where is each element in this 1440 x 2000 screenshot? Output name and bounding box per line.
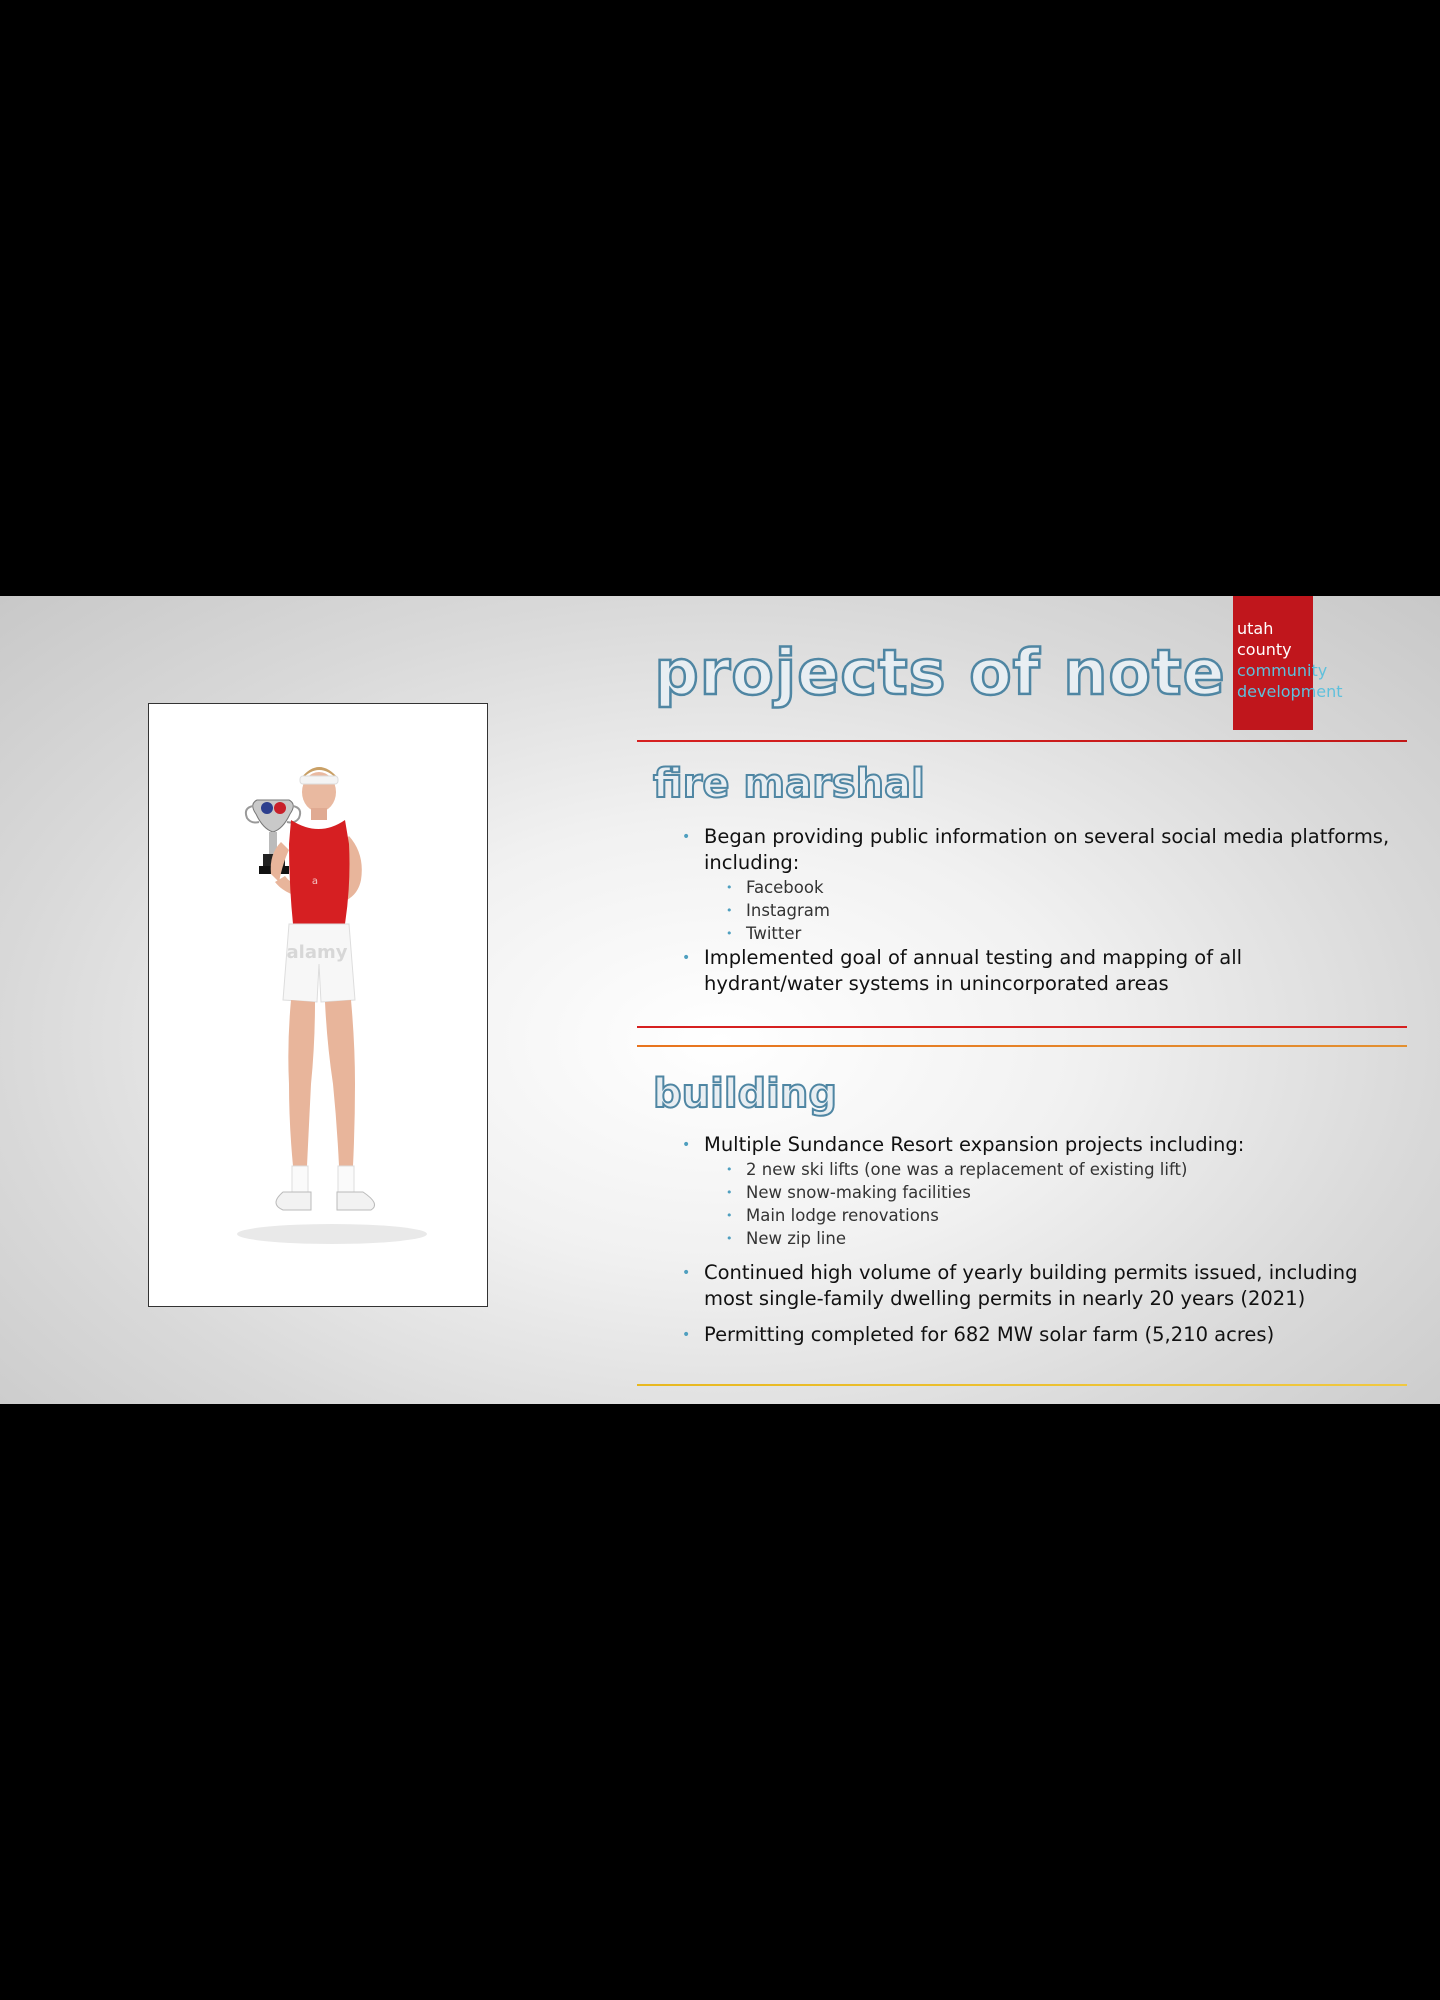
list-item xyxy=(680,824,1420,945)
sub-list-item: • Twitter xyxy=(704,922,1420,945)
list-item xyxy=(680,1322,1420,1348)
logo-line-community: community xyxy=(1237,661,1328,680)
shirt-mark: a xyxy=(311,876,319,887)
building-list xyxy=(680,1132,1420,1348)
divider-yellow xyxy=(637,1384,1407,1386)
logo-line-utah: utah xyxy=(1237,619,1274,638)
list-item xyxy=(680,1132,1420,1250)
list-item-text: Continued high volume of yearly building permits issued, including most single-family dwelling permits in nearly 20 years (2021) xyxy=(704,1261,1358,1310)
logo-line-development: development xyxy=(1237,682,1343,701)
divider-orange xyxy=(637,1045,1407,1047)
list-item-text: Multiple Sundance Resort expansion projects including: xyxy=(704,1133,1245,1156)
trophy-athlete-photo xyxy=(149,704,489,1308)
sub-list-item: • Main lodge renovations xyxy=(704,1204,1420,1227)
divider-red xyxy=(637,1026,1407,1028)
list-item xyxy=(680,945,1304,997)
page-title: projects of note xyxy=(654,636,1226,709)
sub-list xyxy=(704,1158,1420,1250)
watermark: alamy xyxy=(286,942,348,963)
section-title-building: building xyxy=(653,1071,837,1117)
divider-top xyxy=(637,740,1407,742)
section-title-fire-marshal: fire marshal xyxy=(653,761,925,807)
list-item-text: Permitting completed for 682 MW solar farm (5,210 acres) xyxy=(704,1323,1275,1346)
slide xyxy=(0,596,1440,1404)
sub-list-item: • New snow-making facilities xyxy=(704,1181,1420,1204)
fire-marshal-list xyxy=(680,824,1420,997)
logo-line-county: county xyxy=(1237,640,1292,659)
list-item-text: Implemented goal of annual testing and mapping of all hydrant/water systems in unincorporated areas xyxy=(704,946,1243,995)
sub-list-item: • 2 new ski lifts (one was a replacement of existing lift) xyxy=(704,1158,1420,1181)
sub-list-item: • New zip line xyxy=(704,1227,1420,1250)
sub-list-item: • Facebook xyxy=(704,876,1420,899)
list-item-text: Began providing public information on several social media platforms, including: xyxy=(704,825,1390,874)
photo-frame xyxy=(148,703,488,1307)
sub-list xyxy=(704,876,1420,945)
sub-list-item: • Instagram xyxy=(704,899,1420,922)
list-item xyxy=(680,1260,1404,1312)
